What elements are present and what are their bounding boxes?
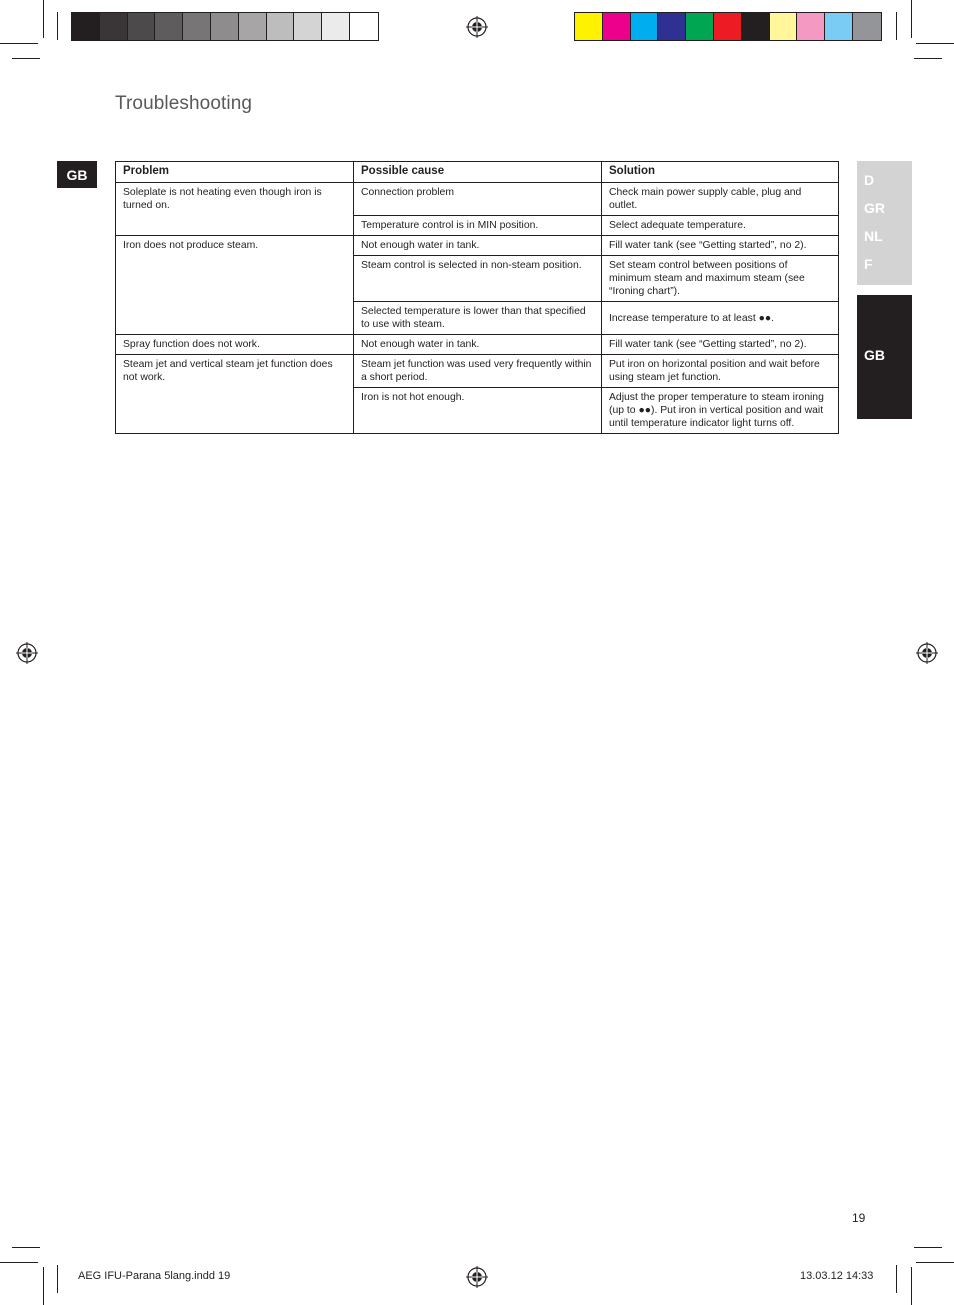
language-tab-gr: GR [864,200,885,216]
grey-swatch-3 [155,13,183,40]
color-swatch-8 [797,13,825,40]
color-swatch-0 [575,13,603,40]
cause-cell: Connection problem [354,183,602,216]
cause-cell: Temperature control is in MIN position. [354,216,602,236]
grey-swatch-9 [322,13,350,40]
grey-swatch-0 [72,13,100,40]
footer-date: 13.03.12 14:33 [800,1270,874,1282]
active-language-tab [857,295,912,419]
crop-mark [916,43,954,44]
column-header-cause: Possible cause [354,162,602,183]
crop-mark [57,12,58,40]
table-row [116,183,839,216]
problem-cell: Spray function does not work. [116,335,354,355]
color-swatch-3 [658,13,686,40]
table-row [116,355,839,388]
cause-cell: Selected temperature is lower than that specified to use with steam. [354,302,602,335]
solution-cell: Fill water tank (see “Getting started”, no 2). [602,236,839,256]
cause-cell: Steam control is selected in non-steam position. [354,256,602,302]
crop-mark [914,1247,942,1248]
cause-cell: Not enough water in tank. [354,236,602,256]
language-badge: GB [57,161,97,188]
solution-cell: Fill water tank (see “Getting started”, no 2). [602,335,839,355]
column-header-solution: Solution [602,162,839,183]
solution-cell: Adjust the proper temperature to steam ironing (up to ●●). Put iron in vertical position and wait until temperature indicator light turns off. [602,388,839,434]
cause-cell: Not enough water in tank. [354,335,602,355]
crop-mark [0,1262,38,1263]
language-tabs [857,161,912,419]
grey-swatch-4 [183,13,211,40]
crop-mark [896,12,897,40]
solution-cell: Set steam control between positions of minimum steam and maximum steam (see “Ironing chart”). [602,256,839,302]
grey-swatch-2 [128,13,156,40]
crop-mark [12,58,40,59]
grey-swatch-1 [100,13,128,40]
registration-mark-icon [466,16,488,38]
grey-swatch-5 [211,13,239,40]
language-tab-gb: GB [864,347,885,363]
page-number: 19 [852,1211,866,1225]
crop-mark [57,1265,58,1293]
crop-mark [43,0,44,38]
table-row [116,335,839,355]
crop-mark [911,0,912,38]
cause-cell: Iron is not hot enough. [354,388,602,434]
color-swatch-10 [853,13,881,40]
table-row [116,236,839,256]
problem-cell: Steam jet and vertical steam jet function does not work. [116,355,354,434]
cause-cell: Steam jet function was used very frequently within a short period. [354,355,602,388]
crop-mark [896,1265,897,1293]
solution-cell: Put iron on horizontal position and wait before using steam jet function. [602,355,839,388]
problem-cell: Soleplate is not heating even though iron is turned on. [116,183,354,236]
footer-file-slug: AEG IFU-Parana 5lang.indd 19 [78,1270,231,1282]
page-title: Troubleshooting [115,93,253,114]
crop-mark [0,43,38,44]
troubleshooting-table [115,161,839,434]
crop-mark [43,1267,44,1305]
column-header-problem: Problem [116,162,354,183]
language-tab-f: F [864,256,873,272]
table-header-row [116,162,839,183]
grey-color-bar [71,12,379,41]
grey-swatch-7 [267,13,295,40]
solution-cell: Check main power supply cable, plug and outlet. [602,183,839,216]
registration-mark-icon [16,642,38,664]
color-swatch-5 [714,13,742,40]
registration-mark-icon [466,1266,488,1288]
language-tab-d: D [864,172,875,188]
problem-cell: Iron does not produce steam. [116,236,354,335]
grey-swatch-8 [294,13,322,40]
color-swatch-2 [631,13,659,40]
language-tab-nl: NL [864,228,883,244]
solution-cell: Increase temperature to at least ●●. [602,302,839,335]
color-swatch-7 [770,13,798,40]
solution-cell: Select adequate temperature. [602,216,839,236]
crop-mark [911,1267,912,1305]
color-swatch-6 [742,13,770,40]
crop-mark [914,58,942,59]
registration-mark-icon [916,642,938,664]
color-swatch-4 [686,13,714,40]
crop-mark [12,1247,40,1248]
color-swatch-9 [825,13,853,40]
inactive-language-tabs [857,161,912,285]
grey-swatch-6 [239,13,267,40]
cmyk-color-bar [574,12,882,41]
color-swatch-1 [603,13,631,40]
grey-swatch-10 [350,13,378,40]
crop-mark [916,1262,954,1263]
